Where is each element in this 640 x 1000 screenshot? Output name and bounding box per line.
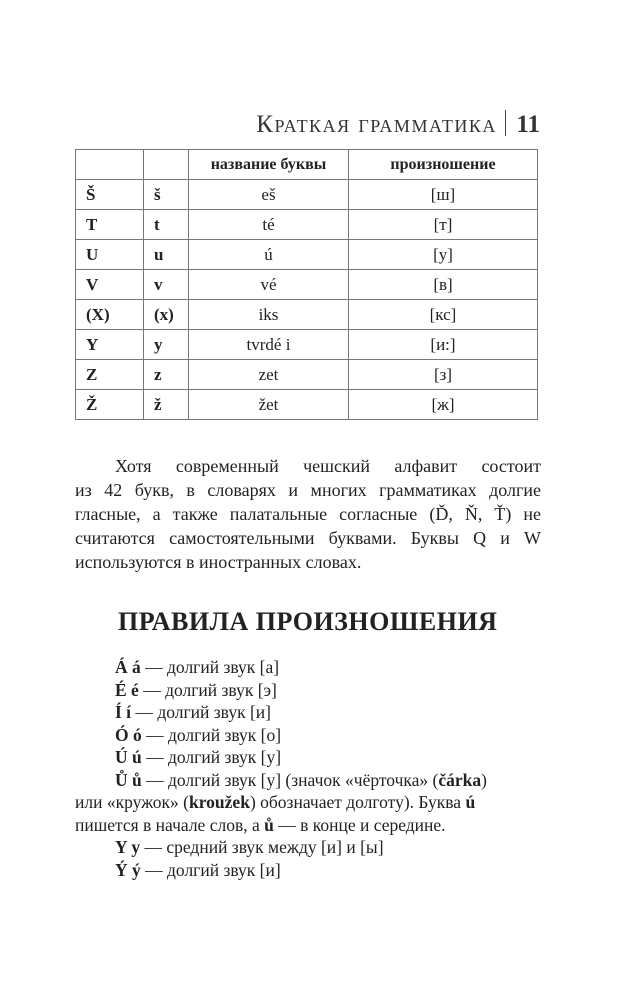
lowercase-letter: y — [144, 330, 189, 360]
rule-continuation: пишется в начале слов, а ů — в конце и середине. — [75, 814, 446, 835]
uppercase-letter: Y — [76, 330, 144, 360]
table-row — [76, 390, 538, 420]
letter-name: ú — [189, 240, 349, 270]
header-divider — [505, 110, 507, 136]
rule-item: Ý ý — долгий звук [и] — [115, 859, 281, 880]
column-header-pronunciation: произношение — [349, 150, 538, 180]
uppercase-letter: Z — [76, 360, 144, 390]
lowercase-letter: u — [144, 240, 189, 270]
rule-item: Ó ó — долгий звук [о] — [115, 724, 282, 745]
letter-name: eš — [189, 180, 349, 210]
rule-item: Ú ú — долгий звук [у] — [115, 747, 282, 767]
lowercase-letter: t — [144, 210, 189, 240]
uppercase-letter: Š — [76, 180, 144, 210]
column-header — [76, 150, 144, 180]
section-heading: ПРАВИЛА ПРОИЗНОШЕНИЯ — [118, 607, 498, 636]
paragraph-line: гласные, а также палатальные согласные (Ď, Ň, Ť) не — [75, 504, 541, 524]
table-row — [76, 360, 538, 390]
table-header-row — [76, 150, 538, 180]
uppercase-letter: T — [76, 210, 144, 240]
alphabet-note-paragraph — [75, 454, 541, 574]
paragraph-line: используются в иностранных словах. — [75, 552, 362, 572]
rule-item: Y y — средний звук между [и] и [ы] — [115, 837, 384, 857]
lowercase-letter: ž — [144, 390, 189, 420]
rule-item: É é — долгий звук [э] — [115, 679, 277, 700]
rule-item: Á á — долгий звук [а] — [115, 657, 280, 677]
column-header-letter-name: название буквы — [189, 150, 349, 180]
pronunciation: [кс] — [349, 300, 538, 330]
uppercase-letter: V — [76, 270, 144, 300]
paragraph-line: Хотя современный чешский алфавит состоит — [115, 456, 541, 476]
table-row — [76, 210, 538, 240]
letter-name: vé — [189, 270, 349, 300]
table-row — [76, 240, 538, 270]
letter-name: té — [189, 210, 349, 240]
lowercase-letter: (x) — [144, 300, 189, 330]
lowercase-letter: š — [144, 180, 189, 210]
header-title: Краткая грамматика — [256, 111, 497, 138]
rule-continuation: или «кружок» (kroužek) обозначает долготу). Буква ú — [75, 792, 476, 812]
pronunciation: [и:] — [349, 330, 538, 360]
pronunciation: [у] — [349, 240, 538, 270]
paragraph-line: считаются самостоятельными буквами. Буквы Q и W — [75, 528, 541, 548]
letter-name: tvrdé i — [189, 330, 349, 360]
lowercase-letter: z — [144, 360, 189, 390]
pronunciation: [ж] — [349, 390, 538, 420]
uppercase-letter: Ž — [76, 390, 144, 420]
table-row — [76, 300, 538, 330]
page-number: 11 — [516, 111, 540, 138]
uppercase-letter: (X) — [76, 300, 144, 330]
pronunciation: [ш] — [349, 180, 538, 210]
paragraph-line: из 42 букв, в словарях и многих грамматиках долгие — [75, 480, 541, 500]
rule-item: Ů ů — долгий звук [у] (значок «чёрточка» (čárka) — [115, 769, 487, 790]
pronunciation: [з] — [349, 360, 538, 390]
letter-name: iks — [189, 300, 349, 330]
pronunciation: [т] — [349, 210, 538, 240]
rule-item: Í í — долгий звук [и] — [115, 702, 271, 722]
pronunciation: [в] — [349, 270, 538, 300]
alphabet-table — [75, 149, 538, 420]
letter-name: žet — [189, 390, 349, 420]
uppercase-letter: U — [76, 240, 144, 270]
lowercase-letter: v — [144, 270, 189, 300]
running-header — [256, 110, 540, 139]
column-header — [144, 150, 189, 180]
pronunciation-rules — [75, 656, 541, 881]
table-row — [76, 180, 538, 210]
letter-name: zet — [189, 360, 349, 390]
table-row — [76, 270, 538, 300]
table-row — [76, 330, 538, 360]
